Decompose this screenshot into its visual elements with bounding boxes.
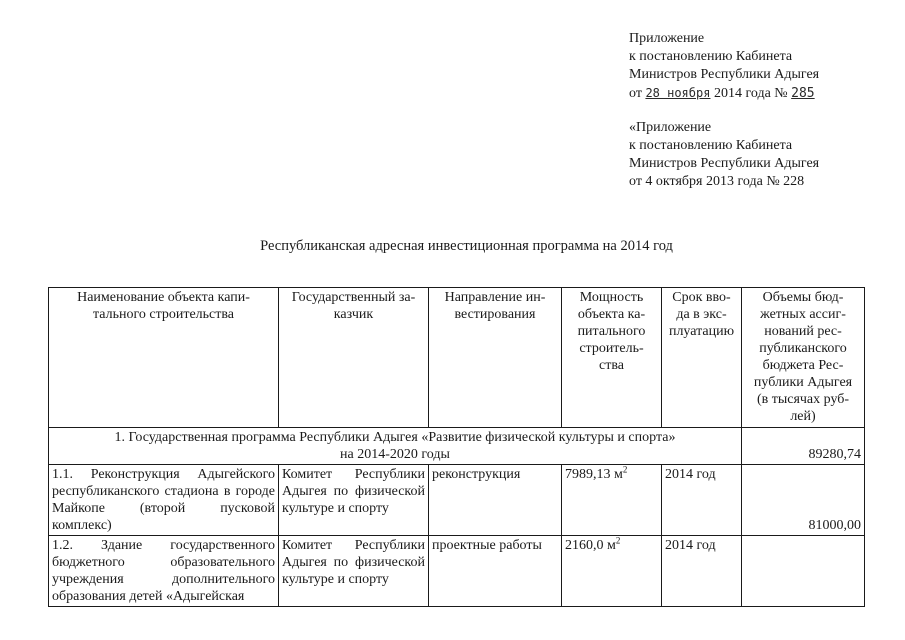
appendix-line: к постановлению Кабинета bbox=[629, 49, 793, 64]
header-cell: Мощность объекта ка- питального строитель- ства bbox=[562, 288, 662, 428]
object-name: 1.2. Здание государственного бюджетного образовательного учреждения дополнительного образования детей «Адыгейская bbox=[49, 536, 279, 607]
appendix-line: Министров Республики Адыгея bbox=[629, 156, 820, 171]
appendix-current bbox=[629, 30, 889, 103]
capacity-value: 7989,13 м bbox=[565, 467, 623, 482]
appendix-line: «Приложение bbox=[629, 120, 712, 135]
header-cell: Государственный за- казчик bbox=[279, 288, 429, 428]
capacity-value: 2160,0 м bbox=[565, 538, 616, 553]
direction: реконструкция bbox=[429, 465, 562, 536]
appendix-date-line bbox=[629, 84, 889, 103]
table-row bbox=[49, 536, 865, 607]
appendix-line: Министров Республики Адыгея bbox=[629, 67, 820, 82]
handwritten-number: 285 bbox=[791, 86, 815, 101]
investment-table bbox=[48, 287, 865, 607]
section-row bbox=[49, 428, 865, 465]
header-cell: Объемы бюд- жетных ассиг- нований рес- публиканского бюджета Рес- публики Адыгея (в тысячах руб- лей) bbox=[742, 288, 865, 428]
year-text: 2014 года № bbox=[713, 86, 788, 101]
appendix-line: от 4 октября 2013 года № 228 bbox=[629, 174, 805, 189]
amount bbox=[742, 536, 865, 607]
term: 2014 год bbox=[662, 465, 742, 536]
section-title: 1. Государственная программа Республики Адыгея «Развитие физической культуры и спорта» на 2014-2020 годы bbox=[49, 428, 742, 465]
document-title: Республиканская адресная инвестиционная программа на 2014 год bbox=[260, 238, 673, 254]
capacity bbox=[562, 536, 662, 607]
capacity-unit-exponent: 2 bbox=[622, 464, 628, 475]
direction: проектные работы bbox=[429, 536, 562, 607]
appendix-previous bbox=[629, 119, 889, 191]
amount: 81000,00 bbox=[742, 465, 865, 536]
header-row bbox=[49, 288, 865, 428]
capacity bbox=[562, 465, 662, 536]
header-cell: Срок вво- да в экс- плуатацию bbox=[662, 288, 742, 428]
appendix-line: Приложение bbox=[629, 31, 705, 46]
capacity-unit-exponent: 2 bbox=[615, 535, 621, 546]
customer: Комитет Республики Адыгея по физической культуре и спорту bbox=[279, 465, 429, 536]
header-cell: Наименование объекта капи- тального строительства bbox=[49, 288, 279, 428]
object-name: 1.1. Реконструкция Адыгейского республиканского стадиона в городе Майкопе (второй пусковой комплекс) bbox=[49, 465, 279, 536]
section-amount: 89280,74 bbox=[742, 428, 865, 465]
table-row bbox=[49, 465, 865, 536]
header-cell: Направление ин- вестирования bbox=[429, 288, 562, 428]
handwritten-date: 28 ноября bbox=[645, 86, 711, 100]
term: 2014 год bbox=[662, 536, 742, 607]
customer: Комитет Республики Адыгея по физической культуре и спорту bbox=[279, 536, 429, 607]
appendix-line: к постановлению Кабинета bbox=[629, 138, 793, 153]
date-prefix: от bbox=[629, 86, 642, 101]
